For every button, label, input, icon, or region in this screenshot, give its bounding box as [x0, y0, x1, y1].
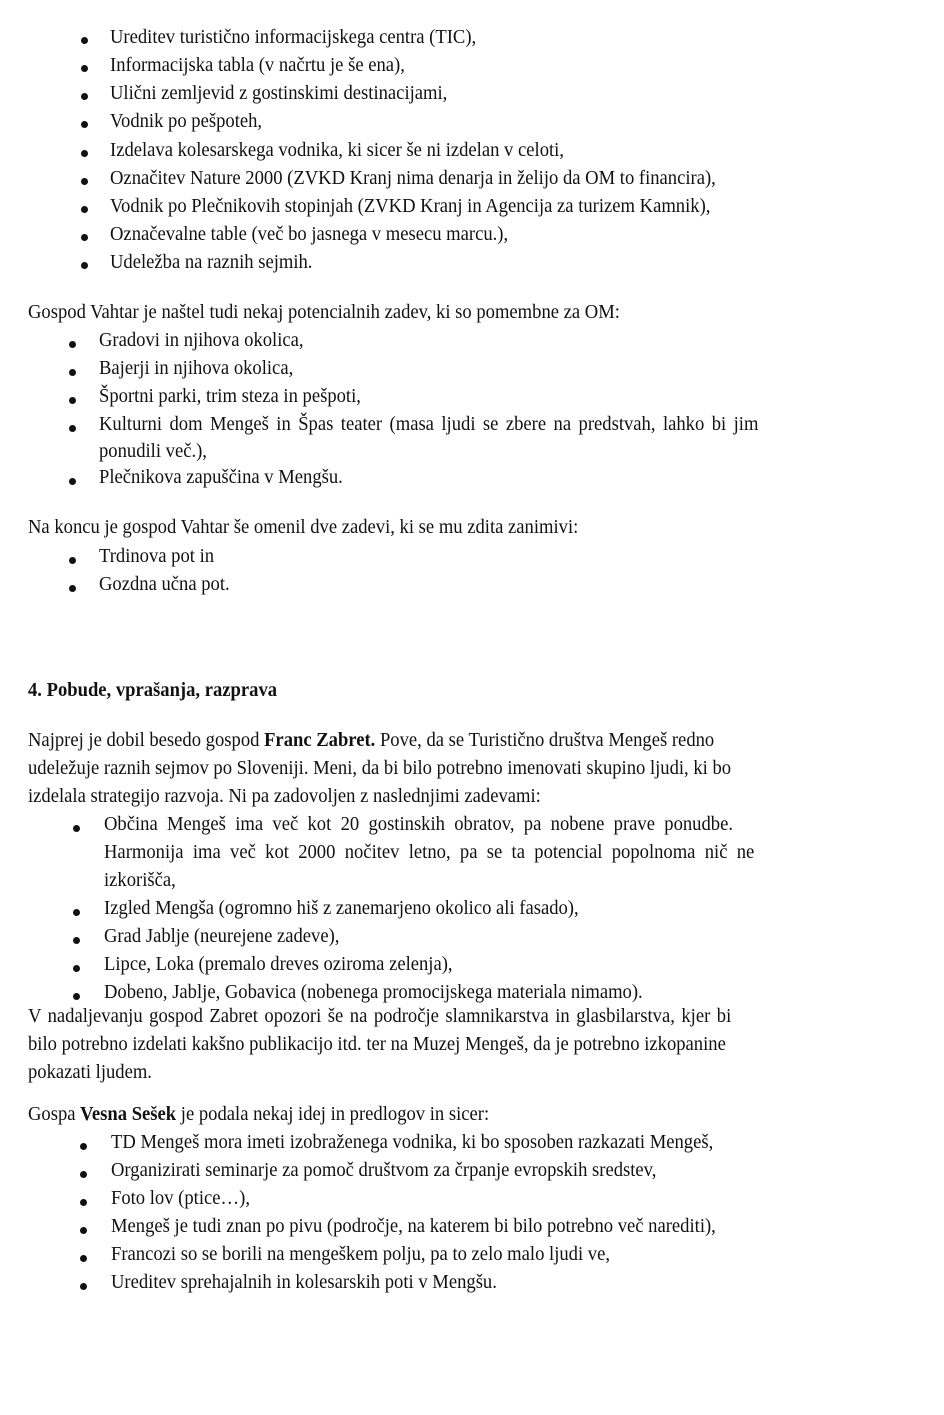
bullet-icon — [69, 341, 76, 348]
bullet-icon — [81, 121, 88, 128]
list-item: Mengeš je tudi znan po pivu (področje, na katerem bi bilo potrebno več narediti), — [111, 1215, 716, 1237]
list-item: Gradovi in njihova okolica, — [99, 329, 304, 351]
list-item: Grad Jablje (neurejene zadeve), — [104, 925, 340, 947]
list-item: Plečnikova zapuščina v Mengšu. — [99, 466, 343, 488]
list-item: Ureditev turistično informacijskega centra (TIC), — [110, 26, 477, 48]
paragraph-zabret-line3: izdelala strategijo razvoja. Ni pa zadovoljen z naslednjimi zadevami: — [28, 785, 541, 807]
bullet-icon — [80, 1255, 87, 1262]
paragraph-sesek-intro — [28, 1103, 489, 1126]
bullet-icon — [81, 65, 88, 72]
paragraph-zabret-continued-line2: bilo potrebno izdelati kakšno publikacijo itd. ter na Muzej Mengeš, da je potrebno izkopanine — [28, 1033, 726, 1055]
paragraph-zabret-continued-line1: V nadaljevanju gospod Zabret opozori še na področje slamnikarstva in glasbilarstva, kjer bi — [28, 1005, 732, 1027]
list-item: TD Mengeš mora imeti izobraženega vodnika, ki bo sposoben razkazati Mengeš, — [111, 1131, 714, 1153]
list-item: Športni parki, trim steza in pešpoti, — [99, 385, 361, 407]
text: Gospa — [28, 1103, 81, 1125]
bullet-icon — [80, 1171, 87, 1178]
bullet-icon — [73, 993, 80, 1000]
list-item: Dobeno, Jablje, Gobavica (nobenega promocijskega materiala nimamo). — [104, 981, 643, 1003]
list-item-continuation: izkorišča, — [104, 869, 176, 891]
person-name: Vesna Sešek — [80, 1103, 177, 1125]
list-item: Izdelava kolesarskega vodnika, ki sicer še ni izdelan v celoti, — [110, 139, 564, 161]
paragraph-zabret-line1 — [28, 729, 714, 752]
bullet-icon — [73, 909, 80, 916]
bullet-icon — [73, 965, 80, 972]
list-item: Izgled Mengša (ogromno hiš z zanemarjeno okolico ali fasado), — [104, 897, 579, 919]
list-item: Trdinova pot in — [99, 545, 215, 567]
list-item: Udeležba na raznih sejmih. — [110, 251, 313, 273]
list-item: Kulturni dom Mengeš in Špas teater (masa ljudi se zbere na predstvah, lahko bi jim — [99, 413, 759, 435]
list-item: Gozdna učna pot. — [99, 573, 230, 595]
list-item: Informacijska tabla (v načrtu je še ena), — [110, 54, 405, 76]
list-item: Vodnik po pešpoteh, — [110, 110, 263, 132]
bullet-icon — [69, 369, 76, 376]
list-item: Občina Mengeš ima več kot 20 gostinskih obratov, pa nobene prave ponudbe. — [104, 813, 733, 835]
bullet-icon — [69, 585, 76, 592]
bullet-icon — [69, 478, 76, 485]
person-name: Franc Zabret. — [264, 729, 376, 751]
list-item: Označitev Nature 2000 (ZVKD Kranj nima denarja in želijo da OM to financira), — [110, 167, 716, 189]
bullet-icon — [69, 557, 76, 564]
bullet-icon — [80, 1227, 87, 1234]
list-item: Lipce, Loka (premalo dreves oziroma zelenja), — [104, 953, 453, 975]
bullet-icon — [81, 234, 88, 241]
bullet-icon — [73, 937, 80, 944]
list-item: Organizirati seminarje za pomoč društvom za črpanje evropskih sredstev, — [111, 1159, 657, 1181]
text: je podala nekaj idej in predlogov in sicer: — [176, 1103, 490, 1125]
bullet-icon — [80, 1143, 87, 1150]
paragraph-zabret-line2: udeležuje raznih sejmov po Sloveniji. Meni, da bi bilo potrebno imenovati skupino ljudi, ki bo — [28, 757, 732, 779]
bullet-icon — [69, 425, 76, 432]
paragraph-vahtar-intro: Gospod Vahtar je naštel tudi nekaj potencialnih zadev, ki so pomembne za OM: — [28, 301, 620, 323]
list-item: Ureditev sprehajalnih in kolesarskih poti v Mengšu. — [111, 1271, 497, 1293]
paragraph-vahtar-end: Na koncu je gospod Vahtar še omenil dve zadevi, ki se mu zdita zanimivi: — [28, 516, 579, 538]
bullet-icon — [80, 1199, 87, 1206]
bullet-icon — [81, 206, 88, 213]
bullet-icon — [73, 825, 80, 832]
bullet-icon — [81, 37, 88, 44]
list-item: Ulični zemljevid z gostinskimi destinacijami, — [110, 82, 448, 104]
list-item-continuation: ponudili več.), — [99, 440, 207, 462]
section-heading: 4. Pobude, vprašanja, razprava — [28, 679, 278, 701]
text: Pove, da se Turistično društva Mengeš redno — [375, 729, 715, 751]
bullet-icon — [81, 93, 88, 100]
bullet-icon — [81, 262, 88, 269]
bullet-icon — [69, 397, 76, 404]
paragraph-zabret-continued-line3: pokazati ljudem. — [28, 1061, 152, 1083]
bullet-icon — [81, 178, 88, 185]
text: Najprej je dobil besedo gospod — [28, 729, 265, 751]
list-item: Označevalne table (več bo jasnega v mesecu marcu.), — [110, 223, 509, 245]
list-item: Bajerji in njihova okolica, — [99, 357, 294, 379]
list-item: Foto lov (ptice…), — [111, 1187, 250, 1209]
list-item: Vodnik po Plečnikovih stopinjah (ZVKD Kranj in Agencija za turizem Kamnik), — [110, 195, 711, 217]
list-item: Francozi so se borili na mengeškem polju, pa to zelo malo ljudi ve, — [111, 1243, 610, 1265]
list-item-continuation: Harmonija ima več kot 2000 nočitev letno, pa se ta potencial popolnoma nič ne — [104, 841, 755, 863]
bullet-icon — [80, 1283, 87, 1290]
bullet-icon — [81, 150, 88, 157]
